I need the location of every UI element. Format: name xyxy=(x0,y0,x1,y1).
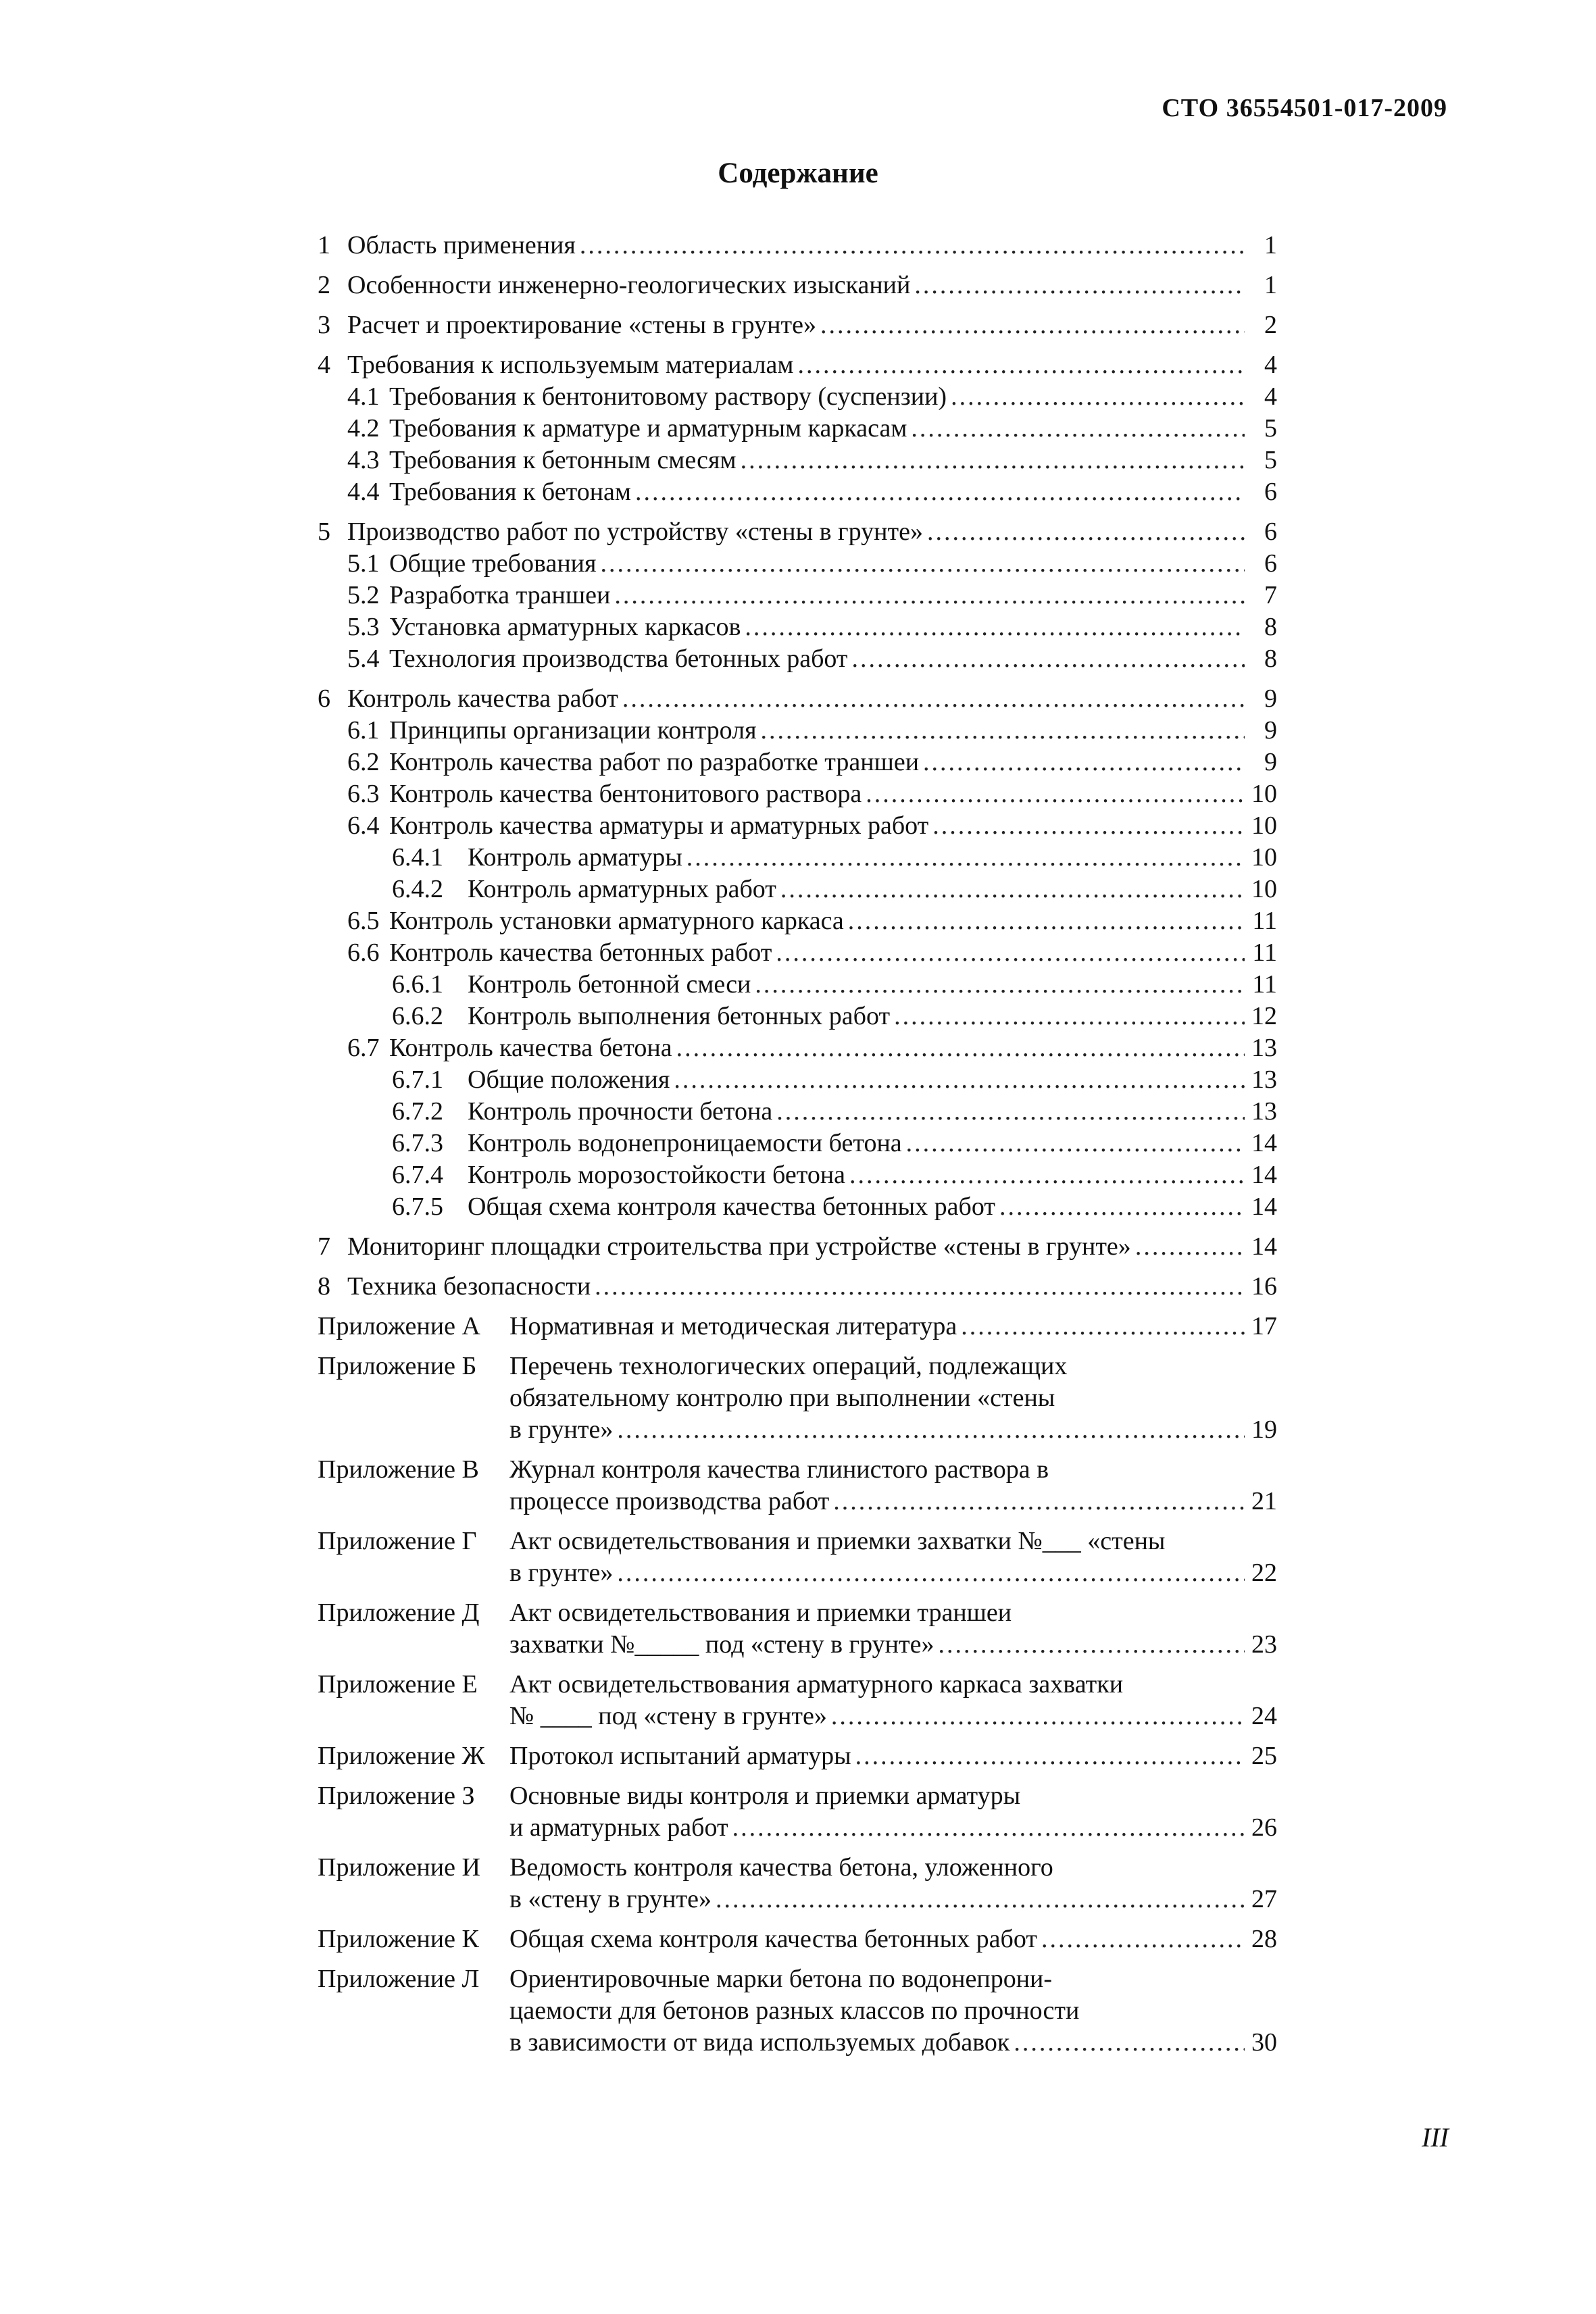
dot-leader xyxy=(1014,2027,1245,2059)
toc-entry-title: Протокол испытаний арматуры xyxy=(509,1742,851,1770)
toc-appendix-entry[interactable] xyxy=(318,1597,1277,1661)
toc-entry[interactable] xyxy=(318,1159,1277,1191)
toc-entry-title: Акт освидетельствования и приемки траншеи xyxy=(509,1599,1012,1627)
dot-leader xyxy=(674,1064,1245,1096)
toc-entry-number: 6.2 xyxy=(347,748,380,776)
toc-entry-page: 13 xyxy=(1251,1065,1277,1094)
page-number: III xyxy=(1422,2122,1449,2153)
toc-entry-page: 9 xyxy=(1264,684,1277,713)
toc-entry[interactable] xyxy=(318,1271,1277,1303)
toc-entry-number: 6.3 xyxy=(347,780,380,808)
toc-entry[interactable] xyxy=(318,969,1277,1001)
toc-entry[interactable] xyxy=(318,715,1277,747)
toc-entry-number: 6 xyxy=(318,684,330,713)
toc-entry[interactable] xyxy=(318,1032,1277,1064)
toc-entry-title: Общая схема контроля качества бетонных работ xyxy=(509,1925,1037,1953)
toc-entry-page: 16 xyxy=(1251,1272,1277,1301)
dot-leader xyxy=(635,476,1245,508)
toc-entry[interactable] xyxy=(318,643,1277,675)
toc-entry-number: Приложение Л xyxy=(318,1965,480,1993)
toc-entry-title: Требования к бетонам xyxy=(389,478,631,506)
toc-entry-page: 10 xyxy=(1251,780,1277,808)
toc-appendix-entry[interactable] xyxy=(318,1454,1277,1517)
toc-entry[interactable] xyxy=(318,937,1277,969)
dot-leader xyxy=(961,1311,1245,1342)
toc-entry-number: 6.4.2 xyxy=(392,875,443,903)
toc-entry[interactable] xyxy=(318,230,1277,261)
toc-entry-page: 8 xyxy=(1264,645,1277,673)
toc-entry-page: 19 xyxy=(1251,1415,1277,1444)
toc-entry-number: 5.4 xyxy=(347,645,380,673)
toc-entry-title: Контроль водонепроницаемости бетона xyxy=(468,1129,902,1157)
toc-appendix-entry[interactable] xyxy=(318,1852,1277,1915)
toc-entry-number: Приложение В xyxy=(318,1455,479,1484)
toc-entry-page: 4 xyxy=(1264,382,1277,411)
toc-entry-number: 6.5 xyxy=(347,907,380,935)
toc-entry-number: Приложение А xyxy=(318,1312,480,1340)
toc-entry-page: 9 xyxy=(1264,748,1277,776)
dot-leader xyxy=(938,1629,1245,1661)
toc-entry[interactable] xyxy=(318,1001,1277,1032)
toc-entry-title: Мониторинг площадки строительства при устройстве «стены в грунте» xyxy=(347,1232,1131,1261)
dot-leader xyxy=(999,1191,1245,1223)
dot-leader xyxy=(580,230,1245,261)
dot-leader xyxy=(927,516,1245,548)
toc-entry-number: 4.3 xyxy=(347,446,380,474)
toc-entry-title: Требования к бентонитовому раствору (суспензии) xyxy=(389,382,947,411)
toc-entry-number: 6.7.4 xyxy=(392,1161,443,1189)
toc-entry-title: Технология производства бетонных работ xyxy=(389,645,848,673)
dot-leader xyxy=(780,874,1245,905)
toc-entry-title: Расчет и проектирование «стены в грунте» xyxy=(347,311,816,339)
toc-entry-title: Общие требования xyxy=(389,549,597,578)
toc-entry[interactable] xyxy=(318,1231,1277,1263)
dot-leader xyxy=(745,611,1245,643)
toc-entry-title: Контроль качества бетона xyxy=(389,1034,672,1062)
toc-appendix-entry[interactable] xyxy=(318,1311,1277,1342)
toc-entry-title: в зависимости от вида используемых добавок xyxy=(509,2028,1010,2057)
toc-entry-title: Техника безопасности xyxy=(347,1272,591,1301)
toc-entry-page: 24 xyxy=(1251,1702,1277,1730)
toc-entry-page: 14 xyxy=(1251,1192,1277,1221)
dot-leader xyxy=(687,842,1245,874)
dot-leader xyxy=(1135,1231,1245,1263)
dot-leader xyxy=(820,309,1245,341)
table-of-contents xyxy=(318,230,1277,2059)
toc-entry-page: 8 xyxy=(1264,613,1277,641)
toc-entry[interactable] xyxy=(318,548,1277,580)
dot-leader xyxy=(797,349,1245,381)
dot-leader xyxy=(894,1001,1245,1032)
toc-entry-page: 1 xyxy=(1264,271,1277,299)
toc-entry-page: 11 xyxy=(1252,970,1277,999)
toc-entry[interactable] xyxy=(318,580,1277,611)
dot-leader xyxy=(776,1096,1245,1128)
toc-entry-title: Контроль морозостойкости бетона xyxy=(468,1161,846,1189)
toc-entry-page: 7 xyxy=(1264,581,1277,609)
toc-entry-title: в грунте» xyxy=(509,1559,614,1587)
toc-entry[interactable] xyxy=(318,1096,1277,1128)
toc-entry-number: 5.2 xyxy=(347,581,380,609)
dot-leader xyxy=(932,810,1245,842)
dot-leader xyxy=(732,1812,1245,1844)
toc-entry-number: 4.4 xyxy=(347,478,380,506)
toc-entry[interactable] xyxy=(318,1064,1277,1096)
toc-entry-number: 6.6 xyxy=(347,938,380,967)
toc-appendix-entry[interactable] xyxy=(318,1923,1277,1955)
toc-appendix-entry[interactable] xyxy=(318,1351,1277,1446)
toc-entry-title: захватки №_____ под «стену в грунте» xyxy=(509,1630,934,1659)
toc-entry-number: 6.7.3 xyxy=(392,1129,443,1157)
toc-entry-number: 3 xyxy=(318,311,330,339)
toc-entry-title: Акт освидетельствования арматурного каркаса захватки xyxy=(509,1670,1124,1699)
toc-entry-number: 6.7.1 xyxy=(392,1065,443,1094)
toc-entry-number: Приложение И xyxy=(318,1853,480,1882)
toc-entry-title: Установка арматурных каркасов xyxy=(389,613,741,641)
toc-entry-title: обязательному контролю при выполнении «стены xyxy=(509,1384,1055,1412)
toc-entry-page: 17 xyxy=(1251,1312,1277,1340)
toc-appendix-entry[interactable] xyxy=(318,1740,1277,1772)
toc-entry-title: Контроль прочности бетона xyxy=(468,1097,773,1126)
toc-entry-number: 5 xyxy=(318,518,330,546)
toc-entry-number: 5.3 xyxy=(347,613,380,641)
toc-entry-number: 6.7.5 xyxy=(392,1192,443,1221)
dot-leader xyxy=(622,683,1245,715)
toc-entry-title: в «стену в грунте» xyxy=(509,1885,712,1913)
toc-entry[interactable] xyxy=(318,842,1277,874)
dot-leader xyxy=(849,1159,1245,1191)
toc-entry-page: 14 xyxy=(1251,1129,1277,1157)
toc-entry-page: 6 xyxy=(1264,518,1277,546)
toc-entry-title: Особенности инженерно-геологических изысканий xyxy=(347,271,911,299)
toc-entry-title: Общие положения xyxy=(468,1065,670,1094)
toc-entry-number: Приложение К xyxy=(318,1925,479,1953)
toc-entry-page: 25 xyxy=(1251,1742,1277,1770)
toc-entry[interactable] xyxy=(318,413,1277,445)
toc-entry-page: 10 xyxy=(1251,875,1277,903)
toc-entry-title: цаемости для бетонов разных классов по прочности xyxy=(509,1996,1080,2025)
toc-entry-title: Контроль установки арматурного каркаса xyxy=(389,907,844,935)
toc-entry-number: 1 xyxy=(318,231,330,259)
toc-entry-page: 27 xyxy=(1251,1885,1277,1913)
dot-leader xyxy=(614,580,1245,611)
toc-entry-page: 11 xyxy=(1252,938,1277,967)
dot-leader xyxy=(716,1884,1245,1915)
toc-entry-title: Общая схема контроля качества бетонных работ xyxy=(468,1192,995,1221)
toc-entry-title: процессе производства работ xyxy=(509,1487,830,1515)
toc-entry-number: 6.7.2 xyxy=(392,1097,443,1126)
toc-entry-page: 21 xyxy=(1251,1487,1277,1515)
toc-entry-page: 14 xyxy=(1251,1232,1277,1261)
toc-entry-title: Производство работ по устройству «стены в грунте» xyxy=(347,518,923,546)
toc-entry[interactable] xyxy=(318,778,1277,810)
dot-leader xyxy=(866,778,1245,810)
dot-leader xyxy=(761,715,1245,747)
toc-entry-number: 6.6.2 xyxy=(392,1002,443,1030)
toc-entry-title: Принципы организации контроля xyxy=(389,716,757,745)
toc-entry[interactable] xyxy=(318,270,1277,301)
toc-entry-title: Журнал контроля качества глинистого раствора в xyxy=(509,1455,1049,1484)
dot-leader xyxy=(923,747,1245,778)
toc-entry[interactable] xyxy=(318,905,1277,937)
dot-leader xyxy=(852,643,1245,675)
dot-leader xyxy=(848,905,1245,937)
toc-entry-page: 10 xyxy=(1251,811,1277,840)
toc-appendix-entry[interactable] xyxy=(318,1780,1277,1844)
toc-entry-title: Контроль качества бентонитового раствора xyxy=(389,780,862,808)
toc-title: Содержание xyxy=(718,157,878,189)
toc-entry-title: Область применения xyxy=(347,231,576,259)
toc-entry-number: Приложение Е xyxy=(318,1670,478,1699)
toc-entry-page: 6 xyxy=(1264,478,1277,506)
toc-entry-page: 10 xyxy=(1251,843,1277,872)
toc-entry[interactable] xyxy=(318,1191,1277,1223)
toc-entry-title: № ____ под «стену в грунте» xyxy=(509,1702,827,1730)
toc-entry-number: 8 xyxy=(318,1272,330,1301)
toc-entry[interactable] xyxy=(318,874,1277,905)
dot-leader xyxy=(831,1701,1245,1732)
dot-leader xyxy=(617,1414,1245,1446)
dot-leader xyxy=(1041,1923,1245,1955)
toc-entry-title: Основные виды контроля и приемки арматуры xyxy=(509,1782,1021,1810)
toc-entry-page: 5 xyxy=(1264,414,1277,443)
toc-entry-number: Приложение Г xyxy=(318,1527,477,1555)
toc-entry-number: Приложение Б xyxy=(318,1352,477,1380)
toc-entry-number: Приложение З xyxy=(318,1782,475,1810)
toc-entry-title: Контроль арматуры xyxy=(468,843,682,872)
document-code: СТО 36554501-017-2009 xyxy=(1162,94,1447,122)
toc-entry-title: Ориентировочные марки бетона по водонепрони- xyxy=(509,1965,1053,1993)
dot-leader xyxy=(833,1486,1245,1517)
toc-entry-number: 6.6.1 xyxy=(392,970,443,999)
toc-entry-title: Контроль качества арматуры и арматурных работ xyxy=(389,811,929,840)
toc-entry-page: 23 xyxy=(1251,1630,1277,1659)
toc-entry-title: Ведомость контроля качества бетона, уложенного xyxy=(509,1853,1053,1882)
toc-entry-number: 4.2 xyxy=(347,414,380,443)
dot-leader xyxy=(741,445,1245,476)
toc-entry[interactable] xyxy=(318,683,1277,715)
dot-leader xyxy=(911,413,1245,445)
toc-entry-number: 5.1 xyxy=(347,549,380,578)
toc-appendix-entry[interactable] xyxy=(318,1526,1277,1589)
dot-leader xyxy=(595,1271,1245,1303)
toc-entry-number: 6.1 xyxy=(347,716,380,745)
toc-entry-title: Контроль бетонной смеси xyxy=(468,970,751,999)
toc-entry[interactable] xyxy=(318,349,1277,381)
toc-entry-page: 14 xyxy=(1251,1161,1277,1189)
dot-leader xyxy=(600,548,1245,580)
toc-entry[interactable] xyxy=(318,611,1277,643)
toc-entry-title: Контроль качества бетонных работ xyxy=(389,938,772,967)
toc-entry-title: Контроль качества работ по разработке траншеи xyxy=(389,748,920,776)
toc-entry-number: 2 xyxy=(318,271,330,299)
toc-entry-page: 5 xyxy=(1264,446,1277,474)
toc-entry-page: 11 xyxy=(1252,907,1277,935)
toc-entry-page: 13 xyxy=(1251,1097,1277,1126)
toc-entry-page: 2 xyxy=(1264,311,1277,339)
toc-entry[interactable] xyxy=(318,516,1277,548)
dot-leader xyxy=(906,1128,1245,1159)
toc-entry-title: Акт освидетельствования и приемки захватки №___ «стены xyxy=(509,1527,1166,1555)
toc-entry-page: 22 xyxy=(1251,1559,1277,1587)
dot-leader xyxy=(951,381,1245,413)
toc-entry-number: Приложение Д xyxy=(318,1599,480,1627)
toc-entry-page: 6 xyxy=(1264,549,1277,578)
toc-entry-title: Контроль арматурных работ xyxy=(468,875,776,903)
toc-entry-page: 9 xyxy=(1264,716,1277,745)
toc-entry-number: Приложение Ж xyxy=(318,1742,485,1770)
dot-leader xyxy=(855,1740,1245,1772)
dot-leader xyxy=(676,1032,1245,1064)
toc-entry-page: 28 xyxy=(1251,1925,1277,1953)
toc-entry-number: 6.7 xyxy=(347,1034,380,1062)
toc-entry-page: 30 xyxy=(1251,2028,1277,2057)
toc-entry-number: 6.4 xyxy=(347,811,380,840)
toc-entry[interactable] xyxy=(318,1128,1277,1159)
toc-entry-number: 7 xyxy=(318,1232,330,1261)
toc-entry-page: 1 xyxy=(1264,231,1277,259)
dot-leader xyxy=(914,270,1245,301)
toc-entry[interactable] xyxy=(318,309,1277,341)
toc-entry-number: 6.4.1 xyxy=(392,843,443,872)
toc-entry-number: 4 xyxy=(318,351,330,379)
toc-entry-title: Нормативная и методическая литература xyxy=(509,1312,957,1340)
toc-entry-page: 12 xyxy=(1251,1002,1277,1030)
toc-appendix-entry[interactable] xyxy=(318,1963,1277,2059)
toc-entry-title: Требования к бетонным смесям xyxy=(389,446,737,474)
toc-entry-title: Разработка траншеи xyxy=(389,581,611,609)
dot-leader xyxy=(755,969,1245,1001)
toc-entry-title: Контроль качества работ xyxy=(347,684,618,713)
dot-leader xyxy=(776,937,1245,969)
toc-entry[interactable] xyxy=(318,810,1277,842)
toc-entry-title: Требования к используемым материалам xyxy=(347,351,794,379)
toc-entry[interactable] xyxy=(318,476,1277,508)
toc-entry-page: 26 xyxy=(1251,1813,1277,1842)
toc-entry-title: Перечень технологических операций, подлежащих xyxy=(509,1352,1068,1380)
toc-entry[interactable] xyxy=(318,381,1277,413)
toc-entry-title: и арматурных работ xyxy=(509,1813,728,1842)
dot-leader xyxy=(617,1557,1245,1589)
toc-entry-number: 4.1 xyxy=(347,382,380,411)
toc-entry-title: Контроль выполнения бетонных работ xyxy=(468,1002,891,1030)
toc-entry[interactable] xyxy=(318,445,1277,476)
toc-entry-title: в грунте» xyxy=(509,1415,614,1444)
toc-appendix-entry[interactable] xyxy=(318,1669,1277,1732)
toc-entry[interactable] xyxy=(318,747,1277,778)
toc-entry-page: 13 xyxy=(1251,1034,1277,1062)
toc-entry-page: 4 xyxy=(1264,351,1277,379)
toc-entry-title: Требования к арматуре и арматурным каркасам xyxy=(389,414,907,443)
